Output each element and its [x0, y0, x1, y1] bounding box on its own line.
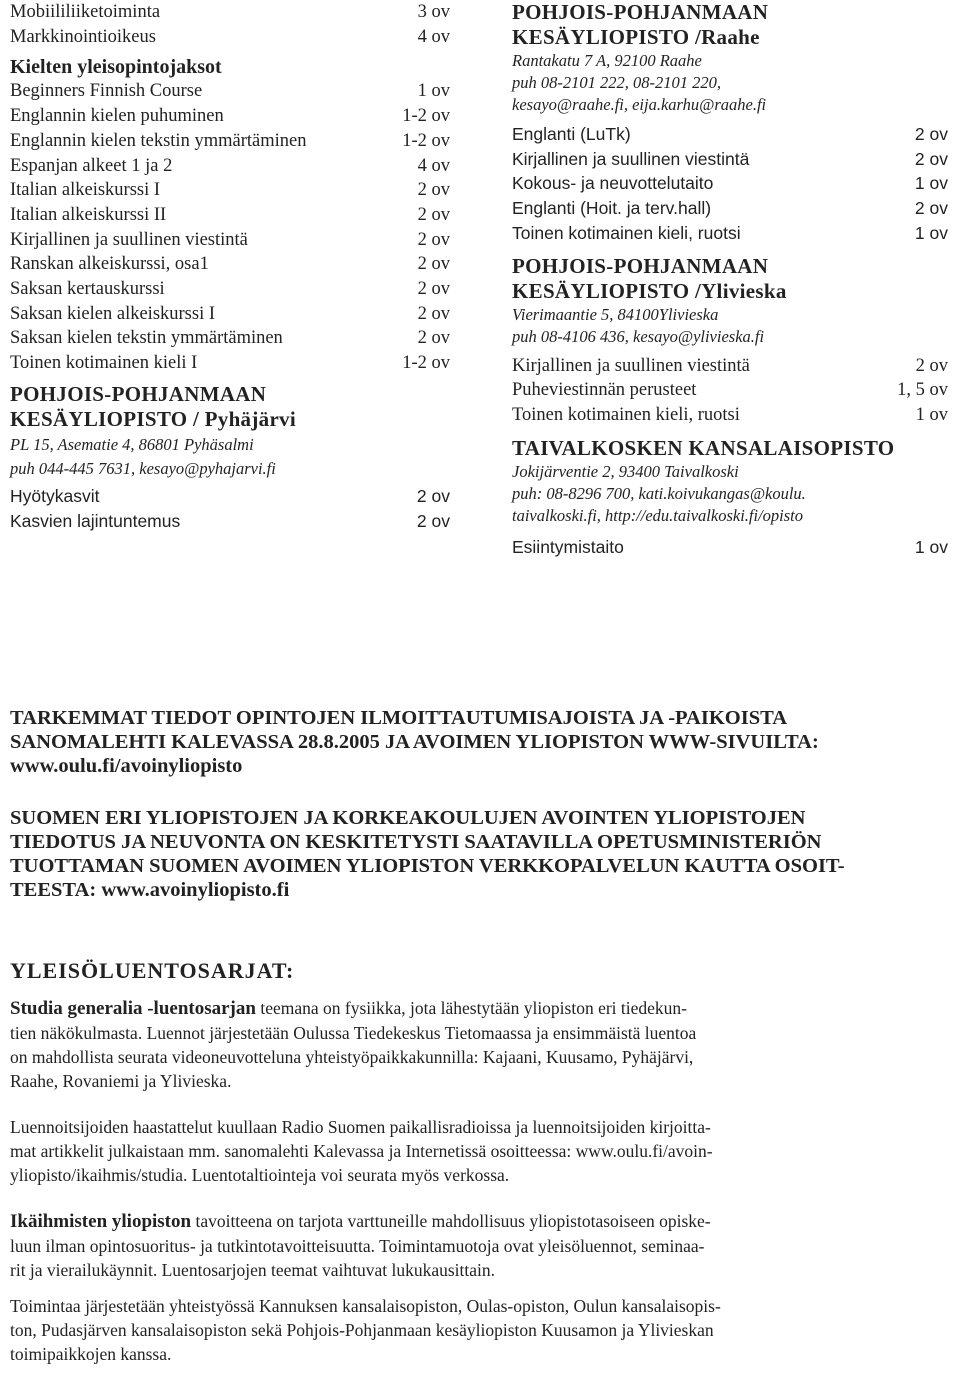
institution-title: TAIVALKOSKEN KANSALAISOPISTO	[512, 435, 895, 460]
course-credits: 2 ov	[914, 124, 948, 144]
institution-title: POHJOIS-POHJANMAAN	[512, 253, 769, 278]
course-credits: 1 ov	[417, 81, 450, 102]
notice-line: TUOTTAMAN SUOMEN AVOIMEN YLIOPISTON VERKKOPALVELUN KAUTTA OSOIT-	[10, 855, 845, 877]
course-name: Markkinointioikeus	[10, 26, 156, 47]
text-line: tien näkökulmasta. Luennot järjestetään Oulussa Tiedekeskus Tietomaassa ja ensimmäistä luentoa	[10, 1023, 697, 1043]
course-row	[10, 484, 450, 509]
course-credits: 2 ov	[417, 229, 450, 250]
address: Jokijärventie 2, 93400 Taivalkoski	[512, 461, 739, 481]
section-heading-languages: Kielten yleisopintojaksot	[10, 56, 222, 79]
contact-phone: puh: 08-8296 700, kati.koivukangas@koulu.	[512, 483, 806, 503]
paragraph-interviews	[10, 1115, 945, 1187]
course-credits: 1-2 ov	[402, 106, 450, 127]
course-row	[10, 252, 450, 277]
highlight-term: Studia generalia -luentosarjan	[10, 998, 256, 1019]
course-row	[10, 351, 450, 376]
course-name: Toinen kotimainen kieli, ruotsi	[512, 222, 741, 243]
text-line: Raahe, Rovaniemi ja Ylivieska.	[10, 1071, 232, 1091]
course-row	[10, 25, 450, 50]
course-row	[512, 378, 948, 403]
section-pyhajarvi	[10, 382, 450, 533]
course-row	[512, 535, 948, 560]
course-credits: 1, 5 ov	[897, 380, 948, 401]
course-list-raahe	[512, 122, 948, 246]
course-name: Beginners Finnish Course	[10, 81, 203, 102]
course-list-taivalkoski	[512, 535, 948, 560]
course-row	[512, 221, 948, 246]
highlight-term: Ikäihmisten yliopiston	[10, 1211, 192, 1232]
text-line: luun ilman opintosuoritus- ja tutkintotavoitteisuutta. Toimintamuotoja ovat yleisöluennot, seminaa-	[10, 1236, 705, 1256]
course-credits: 2 ov	[915, 355, 948, 376]
course-name: Italian alkeiskurssi II	[10, 204, 167, 225]
text-line: ton, Pudasjärven kansalaisopiston sekä Pohjois-Pohjanmaan kesäyliopiston Kuusamon ja Ylivieskan	[10, 1320, 714, 1340]
text-line: teemana on fysiikka, jota lähestytään yliopiston eri tiedekun-	[255, 998, 688, 1018]
notice-line: TARKEMMAT TIEDOT OPINTOJEN ILMOITTAUTUMISAJOISTA JA -PAIKOISTA	[10, 707, 788, 729]
course-credits: 4 ov	[417, 26, 450, 47]
course-credits: 2 ov	[417, 254, 450, 275]
text-line: tavoitteena on tarjota varttuneille mahdollisuus yliopistotasoiseen opiske-	[191, 1211, 711, 1231]
course-list-general	[10, 0, 450, 49]
course-name: Englannin kielen puhuminen	[10, 106, 224, 127]
course-name: Hyötykasvit	[10, 485, 100, 506]
notice-line: www.oulu.fi/avoinyliopisto	[10, 755, 243, 777]
section-raahe	[512, 0, 948, 246]
text-line: yliopisto/ikaihmis/studia. Luentotaltiointeja voi seurata myös verkossa.	[10, 1165, 510, 1185]
section-title: YLEISÖLUENTOSARJAT:	[10, 958, 295, 983]
course-row	[10, 0, 450, 25]
notice-line: TEESTA: www.avoinyliopisto.fi	[10, 879, 290, 901]
course-name: Englannin kielen tekstin ymmärtäminen	[10, 130, 307, 151]
course-row	[512, 171, 948, 196]
address: Rantakatu 7 A, 92100 Raahe	[512, 51, 702, 70]
course-credits: 1-2 ov	[402, 353, 450, 374]
section-lectures	[10, 958, 945, 1366]
paragraph-seniors-university	[10, 1209, 945, 1282]
course-credits: 2 ov	[416, 485, 450, 506]
course-name: Saksan kertauskurssi	[10, 279, 165, 300]
course-name: Mobiililiiketoiminta	[10, 2, 161, 22]
course-credits: 2 ov	[416, 510, 450, 531]
course-row	[512, 354, 948, 379]
right-column	[512, 0, 948, 559]
institution-title: POHJOIS-POHJANMAAN	[512, 0, 769, 24]
institution-title: POHJOIS-POHJANMAAN	[10, 381, 267, 406]
course-name: Saksan kielen tekstin ymmärtäminen	[10, 328, 283, 349]
course-row	[10, 302, 450, 327]
course-name: Esiintymistaito	[512, 536, 624, 557]
course-row	[512, 122, 948, 147]
address: Vierimaantie 5, 84100Ylivieska	[512, 304, 719, 324]
course-name: Espanjan alkeet 1 ja 2	[10, 155, 173, 176]
course-credits: 2 ov	[914, 198, 948, 219]
course-credits: 1 ov	[915, 404, 948, 425]
course-row	[512, 196, 948, 221]
paragraph-cooperation	[10, 1294, 945, 1366]
text-line: Luennoitsijoiden haastattelut kuullaan Radio Suomen paikallisradioissa ja luennoitsijoiden kirjoitta-	[10, 1117, 711, 1137]
course-credits: 3 ov	[417, 2, 450, 22]
course-credits: 2 ov	[417, 180, 450, 201]
course-name: Kokous- ja neuvottelutaito	[512, 173, 714, 194]
course-credits: 1-2 ov	[402, 130, 450, 151]
course-list-ylivieska	[512, 354, 948, 428]
course-row	[10, 509, 450, 534]
course-name: Kirjallinen ja suullinen viestintä	[512, 148, 750, 169]
course-name: Ranskan alkeiskurssi, osa1	[10, 254, 209, 275]
course-name: Saksan kielen alkeiskurssi I	[10, 303, 215, 324]
contact-email: kesayo@raahe.fi, eija.karhu@raahe.fi	[512, 95, 767, 114]
course-name: Kasvien lajintuntemus	[10, 510, 181, 531]
course-row	[10, 129, 450, 154]
left-column	[10, 0, 450, 533]
course-list-pyhajarvi	[10, 484, 450, 533]
notice-registration	[10, 706, 945, 778]
course-row	[512, 403, 948, 428]
course-name: Puheviestinnän perusteet	[512, 380, 697, 401]
course-row	[10, 178, 450, 203]
text-line: rit ja vierailukäynnit. Luentosarjojen teemat vaihtuvat lukukausittain.	[10, 1260, 496, 1280]
institution-subtitle: KESÄYLIOPISTO / Pyhäjärvi	[10, 406, 296, 431]
course-name: Englanti (Hoit. ja terv.hall)	[512, 198, 712, 219]
notice-line: TIEDOTUS JA NEUVONTA ON KESKITETYSTI SAATAVILLA OPETUSMINISTERIÖN	[10, 831, 822, 853]
section-ylivieska	[512, 254, 948, 428]
course-credits: 1 ov	[914, 222, 948, 243]
course-list-languages	[10, 79, 450, 375]
course-row	[10, 203, 450, 228]
course-row	[10, 154, 450, 179]
course-row	[10, 104, 450, 129]
contact-web: taivalkoski.fi, http://edu.taivalkoski.fi/opisto	[512, 505, 803, 525]
contact-phone: puh 08-2101 222, 08-2101 220,	[512, 73, 721, 92]
course-row	[10, 228, 450, 253]
contact-info: puh 08-4106 436, kesayo@ylivieska.fi	[512, 326, 765, 346]
notice-line: SUOMEN ERI YLIOPISTOJEN JA KORKEAKOULUJEN AVOINTEN YLIOPISTOJEN	[10, 807, 806, 829]
text-line: mat artikkelit julkaistaan mm. sanomalehti Kalevassa ja Internetissä osoitteessa: www.oulu.fi/avoin-	[10, 1141, 713, 1161]
text-line: Toimintaa järjestetään yhteistyössä Kannuksen kansalaisopiston, Oulas-opiston, Oulun kansalaisopis-	[10, 1296, 721, 1316]
institution-subtitle: KESÄYLIOPISTO /Raahe	[512, 25, 760, 49]
text-line: on mahdollista seurata videoneuvotteluna yhteistyöpaikkakunnilla: Kajaani, Kuusamo, Pyhäjärvi,	[10, 1047, 694, 1067]
contact-info: puh 044-445 7631, kesayo@pyhajarvi.fi	[10, 458, 276, 478]
notice-open-universities	[10, 806, 945, 902]
course-name: Italian alkeiskurssi I	[10, 180, 161, 201]
course-credits: 2 ov	[417, 204, 450, 225]
course-credits: 2 ov	[914, 148, 948, 169]
course-credits: 2 ov	[417, 279, 450, 300]
institution-subtitle: KESÄYLIOPISTO /Ylivieska	[512, 278, 787, 303]
course-name: Kirjallinen ja suullinen viestintä	[512, 355, 750, 376]
course-credits: 2 ov	[417, 328, 450, 349]
course-name: Toinen kotimainen kieli, ruotsi	[512, 404, 740, 425]
course-name: Englanti (LuTk)	[512, 124, 631, 144]
course-row	[10, 277, 450, 302]
paragraph-studia-generalia	[10, 996, 945, 1093]
course-credits: 2 ov	[417, 303, 450, 324]
course-credits: 1 ov	[914, 173, 948, 194]
notice-line: SANOMALEHTI KALEVASSA 28.8.2005 JA AVOIMEN YLIOPISTON WWW-SIVUILTA:	[10, 731, 819, 753]
course-row	[10, 326, 450, 351]
text-line: toimipaikkojen kanssa.	[10, 1344, 172, 1364]
course-credits: 4 ov	[417, 155, 450, 176]
course-name: Kirjallinen ja suullinen viestintä	[10, 229, 248, 250]
course-name: Toinen kotimainen kieli I	[10, 353, 198, 374]
course-row	[10, 79, 450, 104]
course-credits: 1 ov	[914, 536, 948, 557]
section-taivalkoski	[512, 436, 948, 560]
address: PL 15, Asematie 4, 86801 Pyhäsalmi	[10, 434, 254, 454]
course-row	[512, 147, 948, 172]
